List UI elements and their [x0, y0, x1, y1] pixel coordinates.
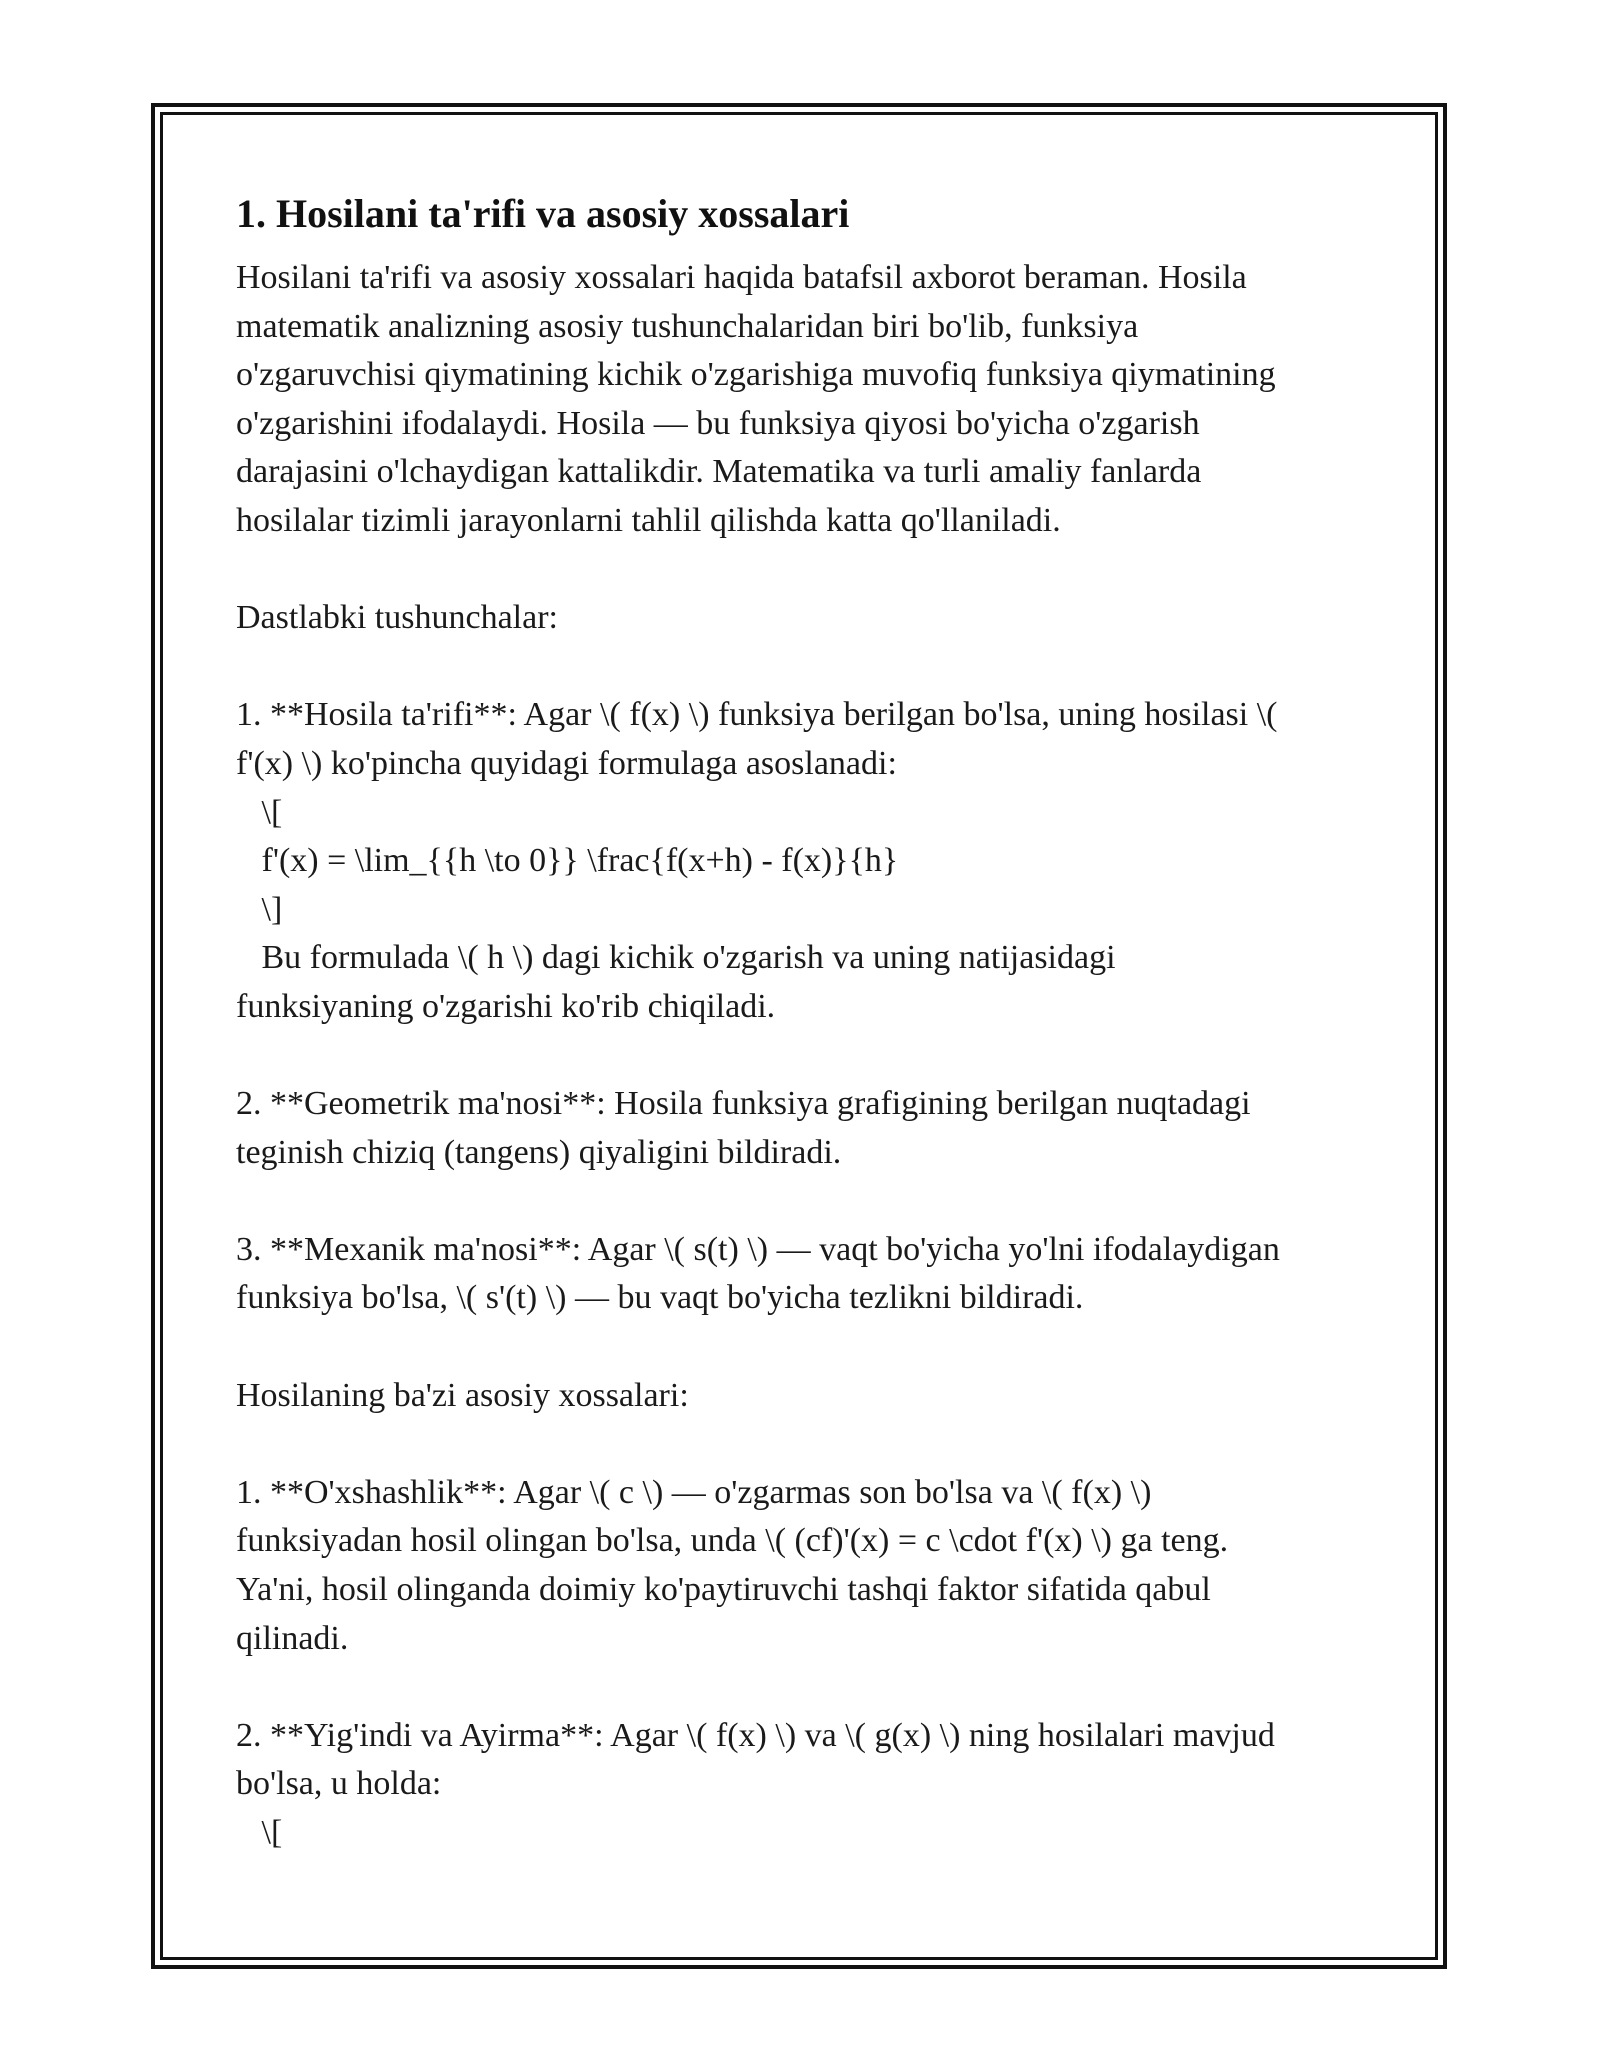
document-body	[236, 186, 1376, 1858]
text-line: 3. **Mexanik ma'nosi**: Agar \( s(t) \) — vaqt bo'yicha yo'lni ifodalaydigan	[236, 1230, 1280, 1268]
text-line: f'(x) = \lim_{{h \to 0}} \frac{f(x+h) - f(x)}{h}	[236, 842, 899, 880]
text-line: Ya'ni, hosil olinganda doimiy ko'paytiruvchi tashqi faktor sifatida qabul	[236, 1571, 1211, 1609]
text-line: o'zgaruvchisi qiymatining kichik o'zgarishiga muvofiq funksiya qiymatining	[236, 356, 1276, 394]
blank-line	[236, 1323, 1376, 1372]
text-line: Hosilaning ba'zi asosiy xossalari:	[236, 1376, 689, 1414]
text-line: funksiyaning o'zgarishi ko'rib chiqiladi.	[236, 987, 776, 1025]
text-line: o'zgarishini ifodalaydi. Hosila — bu funksiya qiyosi bo'yicha o'zgarish	[236, 404, 1200, 442]
text-line: Dastlabki tushunchalar:	[236, 599, 558, 637]
text-line: 1. **O'xshashlik**: Agar \( c \) — o'zgarmas son bo'lsa va \( f(x) \)	[236, 1473, 1152, 1511]
blank-line	[236, 546, 1376, 595]
text-line: \[	[236, 793, 283, 831]
text-line: darajasini o'lchaydigan kattalikdir. Matematika va turli amaliy fanlarda	[236, 453, 1202, 491]
text-line: 2. **Geometrik ma'nosi**: Hosila funksiya grafigining berilgan nuqtadagi	[236, 1085, 1251, 1123]
text-line: funksiyadan hosil olingan bo'lsa, unda \( (cf)'(x) = c \cdot f'(x) \) ga teng.	[236, 1522, 1229, 1560]
text-line: \]	[236, 890, 283, 928]
text-line: 2. **Yig'indi va Ayirma**: Agar \( f(x) \) va \( g(x) \) ning hosilalari mavjud	[236, 1716, 1275, 1754]
text-line: f'(x) \) ko'pincha quyidagi formulaga asoslanadi:	[236, 744, 897, 782]
text-line: \[	[236, 1814, 283, 1851]
text-line: hosilalar tizimli jarayonlarni tahlil qilishda katta qo'llaniladi.	[236, 501, 1061, 539]
text-line: Hosilani ta'rifi va asosiy xossalari haqida batafsil axborot beraman. Hosila	[236, 259, 1247, 296]
text-line: bo'lsa, u holda:	[236, 1765, 442, 1803]
text-line: matematik analizning asosiy tushunchalaridan biri bo'lib, funksiya	[236, 307, 1139, 345]
text-line: teginish chiziq (tangens) qiyaligini bildiradi.	[236, 1133, 842, 1171]
text-line: Bu formulada \( h \) dagi kichik o'zgarish va uning natijasidagi	[236, 939, 1116, 977]
text-lines	[236, 254, 1376, 1858]
blank-line	[236, 1420, 1376, 1469]
text-line: funksiya bo'lsa, \( s'(t) \) — bu vaqt bo'yicha tezlikni bildiradi.	[236, 1279, 1084, 1317]
section-heading: 1. Hosilani ta'rifi va asosiy xossalari	[236, 191, 850, 236]
blank-line	[236, 1663, 1376, 1712]
blank-line	[236, 1032, 1376, 1081]
text-line: qilinadi.	[236, 1619, 349, 1657]
blank-line	[236, 643, 1376, 692]
text-line: 1. **Hosila ta'rifi**: Agar \( f(x) \) funksiya berilgan bo'lsa, uning hosilasi \(	[236, 696, 1278, 734]
blank-line	[236, 1177, 1376, 1226]
